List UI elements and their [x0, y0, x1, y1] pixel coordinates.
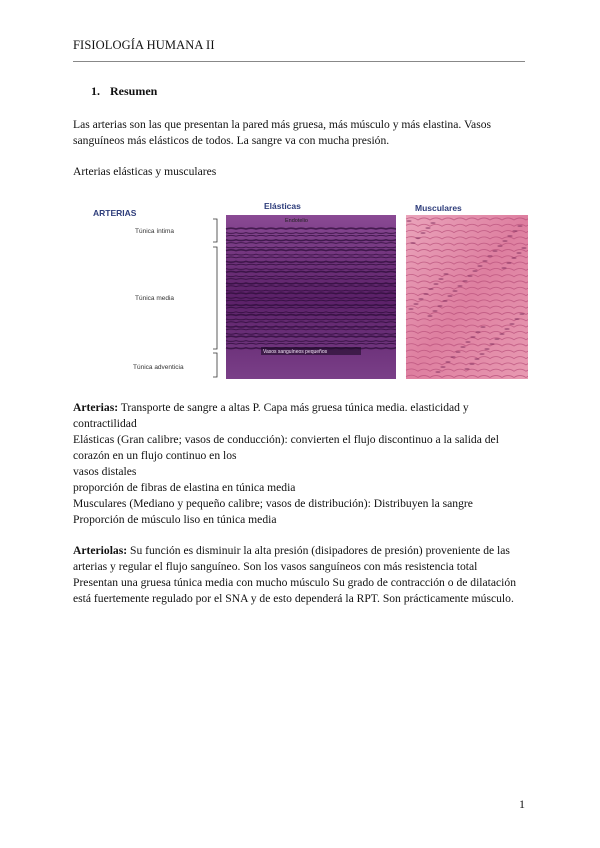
cell-nucleus [445, 361, 450, 363]
cell-nucleus [504, 328, 509, 330]
cell-nucleus [455, 351, 460, 353]
cell-nucleus [519, 313, 524, 315]
cell-nucleus [472, 270, 477, 272]
cell-nucleus [457, 285, 462, 287]
label-endotelio: Endotelio [285, 218, 308, 224]
arterias-line-6: proporción de fibras de elastina en túnica media [73, 481, 296, 494]
elastic-band [226, 326, 406, 327]
cell-nucleus [423, 293, 428, 295]
cell-nucleus [506, 262, 511, 264]
cell-nucleus [447, 295, 452, 297]
cell-nucleus [511, 257, 516, 259]
elastic-band [226, 293, 406, 294]
cell-nucleus [408, 308, 413, 310]
figure-title-musculares: Musculares [415, 203, 462, 213]
elastic-band [226, 271, 406, 272]
arterias-line-4: corazón en un flujo continuo en los [73, 449, 237, 462]
arterias-line-7: Musculares (Mediano y pequeño calibre; vasos de distribución): Distribuyen la sangre [73, 497, 473, 510]
cell-nucleus [475, 331, 480, 333]
cell-nucleus [480, 326, 485, 328]
muscular-artery-section [406, 215, 528, 379]
arterias-label: Arterias: [73, 401, 119, 414]
elastic-band [226, 305, 406, 306]
intro-subtitle: Arterias elásticas y musculares [73, 165, 217, 178]
label-tunica-media: Túnica media [135, 295, 175, 302]
cell-nucleus [497, 245, 502, 247]
arteriolas-label: Arteriolas: [73, 544, 128, 557]
cell-nucleus [509, 323, 514, 325]
arterias-block [73, 400, 525, 528]
label-tunica-adventicia: Túnica adventicia [133, 364, 184, 371]
elastic-band [226, 250, 406, 251]
cell-nucleus [492, 250, 497, 252]
section-heading [91, 84, 157, 99]
cell-nucleus [442, 300, 447, 302]
arteries-histology-figure [89, 197, 528, 379]
cell-nucleus [465, 341, 470, 343]
cell-nucleus [450, 356, 455, 358]
cell-nucleus [507, 235, 512, 237]
label-tunica-intima: Túnica íntima [135, 228, 175, 235]
header-rule [73, 61, 525, 62]
cell-nucleus [487, 255, 492, 257]
cell-nucleus [517, 225, 522, 227]
elastic-band [226, 240, 406, 241]
cell-nucleus [470, 336, 475, 338]
cell-nucleus [452, 290, 457, 292]
label-vasos-pequenos: Vasos sanguíneos pequeños [263, 349, 328, 355]
histology-image [89, 197, 528, 379]
cell-nucleus [477, 265, 482, 267]
cell-nucleus [430, 222, 435, 224]
cell-nucleus [462, 280, 467, 282]
cell-nucleus [425, 227, 430, 229]
cell-nucleus [502, 240, 507, 242]
intro-paragraph: Las arterias son las que presentan la pared más gruesa, más músculo y más elastina. Vasos sanguíneos más elásticos de todos. La sangre va con mucha presión. [73, 118, 492, 147]
cell-nucleus [428, 288, 433, 290]
cell-nucleus [460, 346, 465, 348]
cell-nucleus [521, 247, 526, 249]
cell-nucleus [512, 230, 517, 232]
cell-nucleus [464, 368, 469, 370]
cell-nucleus [467, 275, 472, 277]
arterias-line-1: Arterias: Transporte de sangre a altas P. Capa más gruesa túnica media. elasticidad y [73, 401, 469, 414]
cell-nucleus [427, 315, 432, 317]
arterias-line-2: contractilidad [73, 417, 137, 430]
cell-nucleus [432, 310, 437, 312]
elastic-band [226, 315, 406, 316]
cell-nucleus [420, 232, 425, 234]
section-number: 1. [91, 84, 100, 98]
elastic-band [226, 283, 406, 284]
cell-nucleus [479, 353, 484, 355]
arterias-line-5: vasos distales [73, 465, 137, 478]
elastic-band [226, 261, 406, 262]
cell-nucleus [443, 273, 448, 275]
page-header-title: FISIOLOGÍA HUMANA II [73, 38, 215, 52]
cell-nucleus [484, 348, 489, 350]
section-title: Resumen [110, 84, 158, 98]
cell-nucleus [418, 298, 423, 300]
cell-nucleus [415, 237, 420, 239]
cell-nucleus [438, 278, 443, 280]
cell-nucleus [514, 318, 519, 320]
cell-nucleus [516, 252, 521, 254]
arterias-line-8: Proporción de músculo liso en túnica media [73, 513, 277, 526]
page-number: 1 [519, 797, 525, 811]
cell-nucleus [433, 283, 438, 285]
cell-nucleus [501, 267, 506, 269]
cell-nucleus [410, 242, 415, 244]
cell-nucleus [489, 343, 494, 345]
cell-nucleus [406, 220, 411, 222]
arteriolas-text: Su función es disminuir la alta presión (disipadores de presión) proveniente de las arterias y regular el flujo sanguíneo. Son los vasos sanguíneos con más resistencia total Presentan una gruesa túnica media con mucho músculo Su grado de contracción o de dilatación está fuertemente regulado por el SNA y de esto dependerá la RPT. Son prácticamente músculo. [73, 544, 516, 605]
arterias-line-3: Elásticas (Gran calibre; vasos de conducción): convierten el flujo discontinuo a la salida del [73, 433, 499, 446]
cell-nucleus [474, 358, 479, 360]
cell-nucleus [469, 363, 474, 365]
cell-nucleus [499, 333, 504, 335]
cell-nucleus [440, 366, 445, 368]
cell-nucleus [435, 371, 440, 373]
elastic-band [226, 336, 406, 337]
cell-nucleus [482, 260, 487, 262]
arteriolas-paragraph [73, 543, 525, 607]
figure-title-arterias: ARTERIAS [93, 208, 137, 218]
cell-nucleus [494, 338, 499, 340]
cell-nucleus [437, 305, 442, 307]
elastic-band [226, 228, 406, 229]
figure-title-elasticas: Elásticas [264, 201, 301, 211]
cell-nucleus [413, 303, 418, 305]
